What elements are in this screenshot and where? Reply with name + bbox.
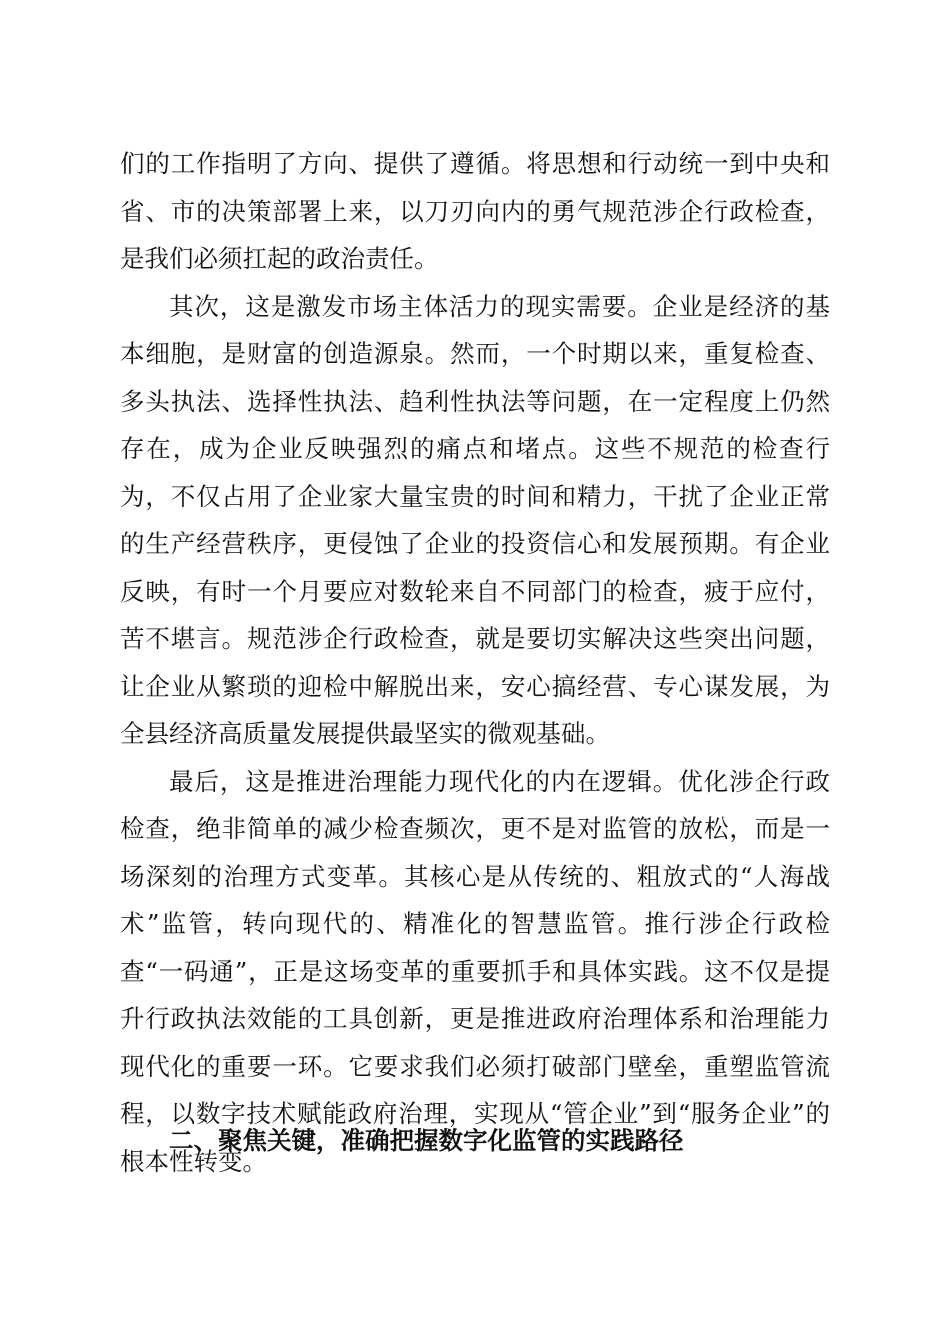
paragraph-market-vitality: 其次，这是激发市场主体活力的现实需要。企业是经济的基本细胞，是财富的创造源泉。然而，一个时期以来，重复检查、多头执法、选择性执法、趋利性执法等问题，在一定程度上仍然存在，成为企业反映强烈的痛点和堵点。这些不规范的检查行为，不仅占用了企业家大量宝贵的时间和精力，干扰了企业正常的生产经营秩序，更侵蚀了企业的投资信心和发展预期。有企业反映，有时一个月要应对数轮来自不同部门的检查，疲于应付，苦不堪言。规范涉企行政检查，就是要切实解决这些突出问题，让企业从繁琐的迎检中解脱出来，安心搞经营、专心谋发展，为全县经济高质量发展提供最坚实的微观基础。 <box>120 291 830 748</box>
document-body <box>120 140 830 1185</box>
paragraph-governance-modernization: 最后，这是推进治理能力现代化的内在逻辑。优化涉企行政检查，绝非简单的减少检查频次，更不是对监管的放松，而是一场深刻的治理方式变革。其核心是从传统的、粗放式的“人海战术”监管，转向现代的、精准化的智慧监管。推行涉企行政检查“一码通”，正是这场变革的重要抓手和具体实践。这不仅是提升行政执法效能的工具创新，更是推进政府治理体系和治理能力现代化的重要一环。它要求我们必须打破部门壁垒，重塑监管流程，以数字技术赋能政府治理，实现从“管企业”到“服务企业”的根本性转变。 <box>120 766 830 1176</box>
section-heading: 二、聚焦关键，准确把握数字化监管的实践路径 <box>169 1126 684 1155</box>
paragraph-continuation: 们的工作指明了方向、提供了遵循。将思想和行动统一到中央和省、市的决策部署上来，以刀刃向内的勇气规范涉企行政检查，是我们必须扛起的政治责任。 <box>120 149 830 273</box>
